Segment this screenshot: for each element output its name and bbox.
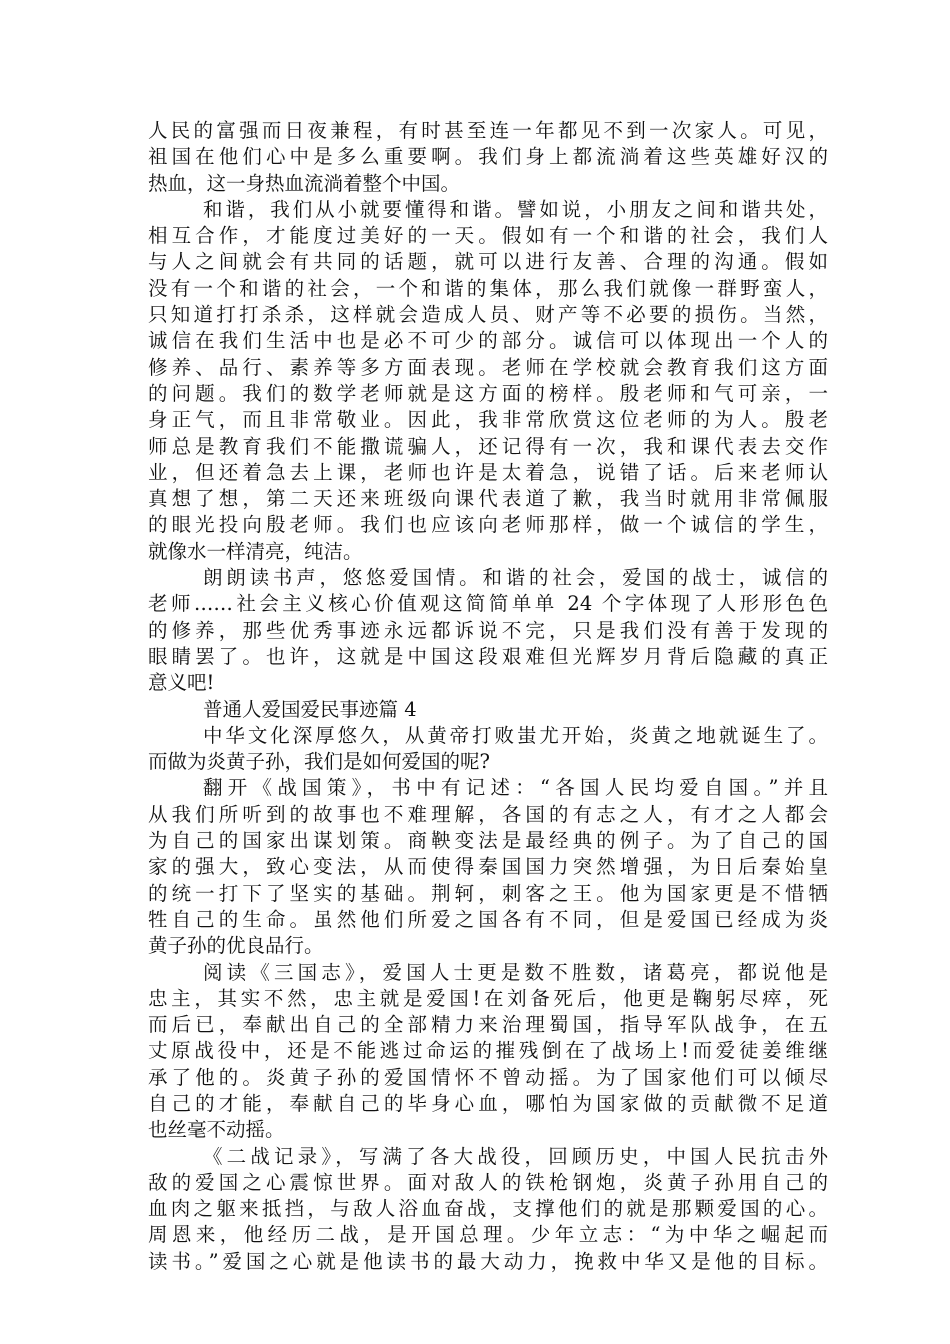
text-line: 就像水一样清亮，纯洁。 bbox=[148, 539, 363, 563]
text-line: 身正气，而且非常敬业。因此，我非常欣赏这位老师的为人。殷老 bbox=[148, 408, 828, 432]
document-body-text bbox=[148, 118, 828, 1275]
text-line: 自己的才能，奉献自己的毕身心血，哪怕为国家做的贡献微不足道 bbox=[148, 1091, 828, 1115]
text-line: 真想了想，第二天还来班级向课代表道了歉，我当时就用非常佩服 bbox=[148, 487, 828, 511]
text-line: 热血，这一身热血流淌着整个中国。 bbox=[148, 171, 461, 195]
text-line: 业，但还着急去上课，老师也许是太着急，说错了话。后来老师认 bbox=[148, 460, 828, 484]
text-line: 敌的爱国之心震惊世界。面对敌人的铁枪钢炮，炎黄子孙用自己的 bbox=[148, 1170, 828, 1194]
text-line: 翻开《战国策》，书中有记述：“各国人民均爱自国。”并且 bbox=[203, 776, 828, 800]
text-line: 阅读《三国志》，爱国人士更是数不胜数，诸葛亮，都说他是 bbox=[203, 960, 828, 984]
text-line: 师总是教育我们不能撒谎骗人，还记得有一次，我和课代表去交作 bbox=[148, 434, 828, 458]
text-line: 而做为炎黄子孙，我们是如何爱国的呢? bbox=[148, 750, 490, 774]
text-line: 朗朗读书声，悠悠爱国情。和谐的社会，爱国的战士，诚信的 bbox=[203, 566, 828, 590]
text-line: 中华文化深厚悠久，从黄帝打败蚩尤开始，炎黄之地就诞生了。 bbox=[203, 723, 828, 747]
text-line: 修养、品行、素养等多方面表现。老师在学校就会教育我们这方面 bbox=[148, 355, 828, 379]
text-line: 只知道打打杀杀，这样就会造成人员、财产等不必要的损伤。当然， bbox=[148, 303, 828, 327]
text-line: 读书。”爱国之心就是他读书的最大动力，挽救中华又是他的目标。 bbox=[148, 1249, 828, 1273]
text-line: 与人之间就会有共同的话题，就可以进行友善、合理的沟通。假如 bbox=[148, 250, 828, 274]
text-line: 人民的富强而日夜兼程，有时甚至连一年都见不到一次家人。可见， bbox=[148, 119, 828, 142]
text-line: 忠主，其实不然，忠主就是爱国!在刘备死后，他更是鞠躬尽瘁，死 bbox=[148, 986, 828, 1010]
text-line: 《二战记录》，写满了各大战役，回顾历史，中国人民抗击外 bbox=[203, 1144, 828, 1168]
text-line: 承了他的。炎黄子孙的爱国情怀不曾动摇。为了国家他们可以倾尽 bbox=[148, 1065, 828, 1089]
text-line: 牲自己的生命。虽然他们所爱之国各有不同，但是爱国已经成为炎 bbox=[148, 907, 828, 931]
text-line: 从我们所听到的故事也不难理解，各国的有志之人，有才之人都会 bbox=[148, 802, 828, 826]
text-line: 的修养，那些优秀事迹永远都诉说不完，只是我们没有善于发现的 bbox=[148, 618, 828, 642]
text-line: 没有一个和谐的社会，一个和谐的集体，那么我们就像一群野蛮人， bbox=[148, 276, 828, 300]
text-line: 的问题。我们的数学老师就是这方面的榜样。殷老师和气可亲，一 bbox=[148, 381, 828, 405]
text-line: 的眼光投向殷老师。我们也应该向老师那样，做一个诚信的学生， bbox=[148, 513, 828, 537]
text-line: 丈原战役中，还是不能逃过命运的摧残倒在了战场上!而爱徒姜维继 bbox=[148, 1039, 828, 1063]
text-line: 周恩来，他经历二战，是开国总理。少年立志：“为中华之崛起而 bbox=[148, 1223, 828, 1247]
text-line: 和谐，我们从小就要懂得和谐。譬如说，小朋友之间和谐共处， bbox=[203, 197, 828, 221]
text-line: 相互合作，才能度过美好的一天。假如有一个和谐的社会，我们人 bbox=[148, 224, 828, 248]
text-line: 为自己的国家出谋划策。商鞅变法是最经典的例子。为了自己的国 bbox=[148, 829, 828, 853]
text-line: 也丝毫不动摇。 bbox=[148, 1118, 285, 1142]
text-line: 普通人爱国爱民事迹篇 4 bbox=[203, 697, 417, 721]
text-line: 家的强大，致心变法，从而使得秦国国力突然增强，为日后秦始皇 bbox=[148, 855, 828, 879]
text-line: 诚信在我们生活中也是必不可少的部分。诚信可以体现出一个人的 bbox=[148, 329, 828, 353]
text-line: 黄子孙的优良品行。 bbox=[148, 934, 324, 958]
text-line: 血肉之躯来抵挡，与敌人浴血奋战，支撑他们的就是那颗爱国的心。 bbox=[148, 1197, 828, 1221]
text-line: 祖国在他们心中是多么重要啊。我们身上都流淌着这些英雄好汉的 bbox=[148, 145, 828, 169]
text-line: 眼睛罢了。也许，这就是中国这段艰难但光辉岁月背后隐藏的真正 bbox=[148, 644, 828, 668]
text-line: 意义吧! bbox=[148, 671, 215, 695]
text-line: 老师……社会主义核心价值观这简简单单 24 个字体现了人形形色色 bbox=[148, 592, 828, 616]
text-line: 而后已，奉献出自己的全部精力来治理蜀国，指导军队战争，在五 bbox=[148, 1013, 828, 1037]
text-line: 的统一打下了坚实的基础。荆轲，刺客之王。他为国家更是不惜牺 bbox=[148, 881, 828, 905]
